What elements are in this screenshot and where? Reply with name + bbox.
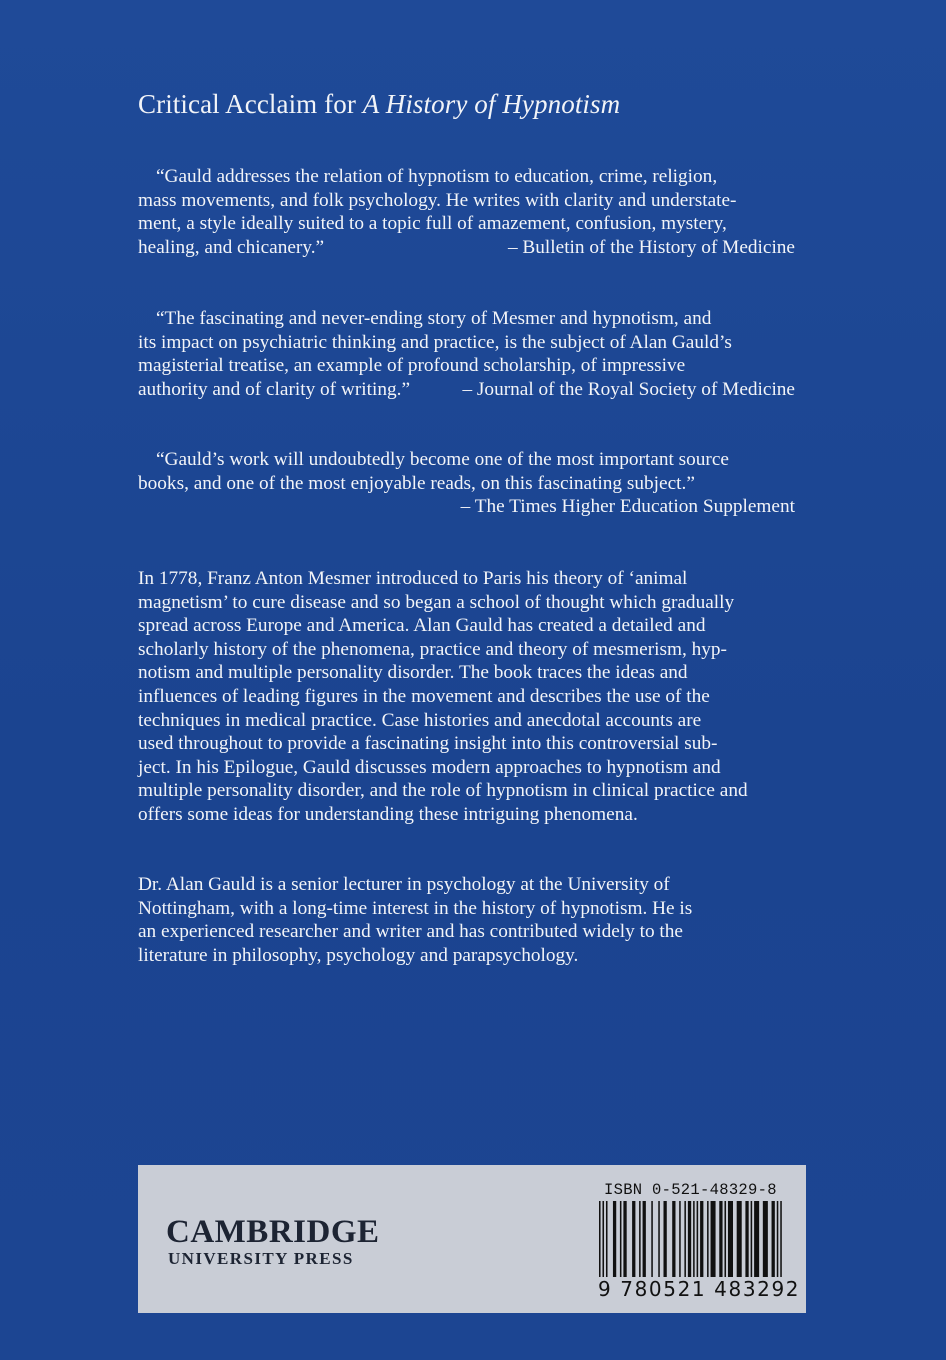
barcode-bar xyxy=(620,1201,622,1277)
barcode-bar xyxy=(663,1201,666,1277)
barcode-bar xyxy=(639,1201,641,1277)
author-bio xyxy=(138,873,808,967)
barcode-bars xyxy=(598,1201,783,1279)
barcode-bar xyxy=(745,1201,748,1277)
acclaim-heading-prefix: Critical Acclaim for xyxy=(138,89,363,119)
description-line: spread across Europe and America. Alan Gauld has created a detailed and xyxy=(138,615,706,637)
description-line: multiple personality disorder, and the role of hypnotism in clinical practice and xyxy=(138,780,748,802)
barcode-bar xyxy=(632,1201,635,1277)
barcode-bar xyxy=(651,1201,653,1277)
description-line: notism and multiple personality disorder. The book traces the ideas and xyxy=(138,662,688,684)
barcode-bar xyxy=(707,1201,709,1277)
quote-last-line xyxy=(138,236,795,260)
quote-line: ment, a style ideally suited to a topic full of amazement, confusion, mystery, xyxy=(138,213,727,235)
description-line: used throughout to provide a fascinating insight into this controversial sub- xyxy=(138,733,718,755)
quote-source: – Journal of the Royal Society of Medicine xyxy=(462,378,795,400)
bio-line: an experienced researcher and writer and has contributed widely to the xyxy=(138,921,683,943)
quote-line: “Gauld addresses the relation of hypnotism to education, crime, religion, xyxy=(156,166,718,187)
description-line: scholarly history of the phenomena, practice and theory of mesmerism, hyp- xyxy=(138,638,727,660)
barcode-bar xyxy=(658,1201,660,1277)
description-line: ject. In his Epilogue, Gauld discusses modern approaches to hypnotism and xyxy=(138,756,721,778)
review-quote-3 xyxy=(138,448,795,519)
book-description xyxy=(138,567,808,827)
description-line: offers some ideas for understanding these intriguing phenomena. xyxy=(138,803,638,825)
barcode xyxy=(598,1181,801,1301)
publisher-logo xyxy=(166,1215,380,1269)
quote-line: its impact on psychiatric thinking and practice, is the subject of Alan Gauld’s xyxy=(138,331,732,353)
quote-line: authority and of clarity of writing.” xyxy=(138,378,410,400)
barcode-bar xyxy=(728,1201,733,1277)
barcode-bar xyxy=(599,1201,601,1277)
barcode-bar xyxy=(724,1201,726,1277)
barcode-bar xyxy=(754,1201,759,1277)
barcode-bar xyxy=(602,1201,604,1277)
book-title: A History of Hypnotism xyxy=(362,89,621,119)
quote-last-line xyxy=(138,378,795,402)
barcode-bar xyxy=(697,1201,699,1277)
barcode-bar xyxy=(719,1201,722,1277)
bio-line: literature in philosophy, psychology and parapsychology. xyxy=(138,944,579,966)
review-quote-1 xyxy=(138,165,795,259)
barcode-bar xyxy=(700,1201,703,1277)
description-line: In 1778, Franz Anton Mesmer introduced to Paris his theory of ‘animal xyxy=(138,568,688,589)
quote-line: magisterial treatise, an example of profound scholarship, of impressive xyxy=(138,355,686,377)
bio-line: Nottingham, with a long-time interest in the history of hypnotism. He is xyxy=(138,897,693,919)
quote-line: “Gauld’s work will undoubtedly become one of the most important source xyxy=(156,449,729,470)
description-line: magnetism’ to cure disease and so began a school of thought which gradually xyxy=(138,591,735,613)
barcode-bar xyxy=(711,1201,716,1277)
barcode-bar xyxy=(772,1201,775,1277)
barcode-bar xyxy=(693,1201,695,1277)
barcode-bar xyxy=(688,1201,691,1277)
barcode-bar xyxy=(751,1201,753,1277)
description-line: techniques in medical practice. Case histories and anecdotal accounts are xyxy=(138,709,702,731)
barcode-bar xyxy=(763,1201,768,1277)
review-quote-2 xyxy=(138,307,795,401)
publisher-name-line2: UNIVERSITY PRESS xyxy=(168,1249,354,1268)
barcode-bar xyxy=(777,1201,779,1277)
barcode-bar xyxy=(737,1201,742,1277)
quote-line: healing, and chicanery.” xyxy=(138,236,325,258)
quote-source: – Bulletin of the History of Medicine xyxy=(507,236,795,258)
description-line: influences of leading figures in the movement and describes the use of the xyxy=(138,685,710,707)
barcode-bar xyxy=(672,1201,675,1277)
acclaim-heading xyxy=(138,86,620,122)
publisher-name-line1: CAMBRIDGE xyxy=(166,1214,380,1250)
barcode-bar xyxy=(780,1201,782,1277)
barcode-bar xyxy=(684,1201,686,1277)
barcode-bar xyxy=(613,1201,616,1277)
quote-line: “The fascinating and never-ending story of Mesmer and hypnotism, and xyxy=(156,308,712,329)
barcode-bar xyxy=(643,1201,646,1277)
quote-source: – The Times Higher Education Supplement xyxy=(460,496,795,518)
barcode-bar xyxy=(623,1201,626,1277)
bio-line: Dr. Alan Gauld is a senior lecturer in psychology at the University of xyxy=(138,874,670,895)
barcode-bar xyxy=(679,1201,681,1277)
ean-number: 9 780521 483292 xyxy=(598,1277,801,1301)
publisher-panel xyxy=(138,1165,806,1313)
quote-line: mass movements, and folk psychology. He writes with clarity and understate- xyxy=(138,189,737,211)
barcode-bar xyxy=(606,1201,608,1277)
isbn-number: ISBN 0-521-48329-8 xyxy=(604,1181,777,1199)
quote-line: books, and one of the most enjoyable reads, on this fascinating subject.” xyxy=(138,472,695,494)
